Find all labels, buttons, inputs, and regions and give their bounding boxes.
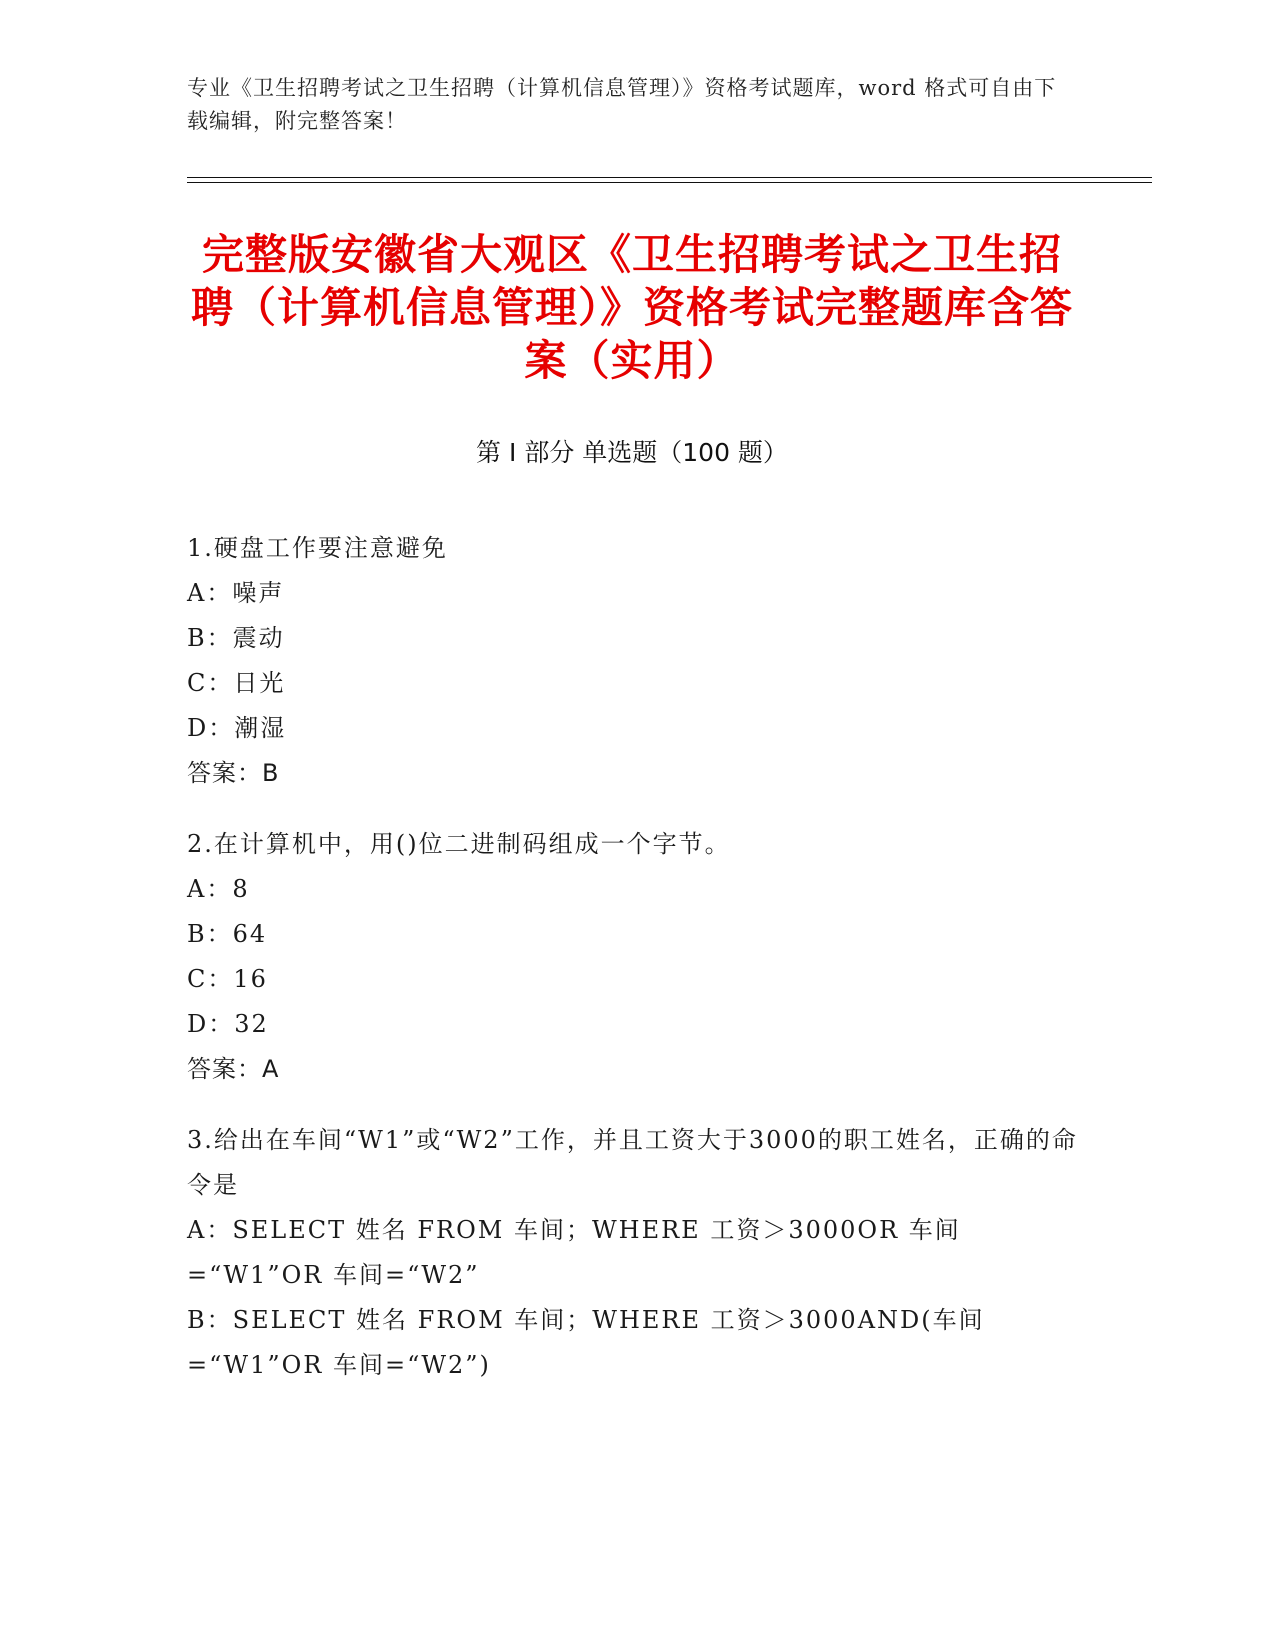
header-note: 专业《卫生招聘考试之卫生招聘（计算机信息管理）》资格考试题库，word 格式可自由下载编辑，附完整答案！ (187, 76, 1057, 133)
answer-line: 答案：B (187, 759, 280, 787)
option-a: A：8 (187, 875, 250, 903)
question-stem: 3.给出在车间“W1”或“W2”工作，并且工资大于3000的职工姓名，正确的命令是 (187, 1126, 1078, 1199)
question-3 (187, 1118, 1087, 1388)
option-b: B：震动 (187, 624, 285, 652)
document-title: 完整版安徽省大观区《卫生招聘考试之卫生招聘（计算机信息管理）》资格考试完整题库含答案（实用） (190, 230, 1073, 385)
section-title: 第 I 部分 单选题（100 题） (476, 438, 788, 467)
option-d: D：潮湿 (187, 714, 287, 742)
question-list (187, 526, 1087, 1414)
question-2 (187, 822, 1087, 1092)
header-divider-bottom (187, 182, 1152, 183)
answer-line: 答案：A (187, 1055, 280, 1083)
option-b: B：64 (187, 920, 268, 948)
option-b: B：SELECT 姓名 FROM 车间；WHERE 工资＞3000AND(车间=“W1”OR 车间=“W2”) (187, 1306, 985, 1379)
question-stem: 2.在计算机中，用()位二进制码组成一个字节。 (187, 830, 731, 858)
option-a: A：噪声 (187, 579, 285, 607)
option-a: A：SELECT 姓名 FROM 车间；WHERE 工资＞3000OR 车间=“W1”OR 车间=“W2” (187, 1216, 961, 1289)
option-c: C：16 (187, 965, 268, 993)
option-c: C：日光 (187, 669, 286, 697)
question-stem: 1.硬盘工作要注意避免 (187, 534, 448, 562)
option-d: D：32 (187, 1010, 269, 1038)
question-1 (187, 526, 1087, 796)
header-divider-top (187, 177, 1152, 178)
